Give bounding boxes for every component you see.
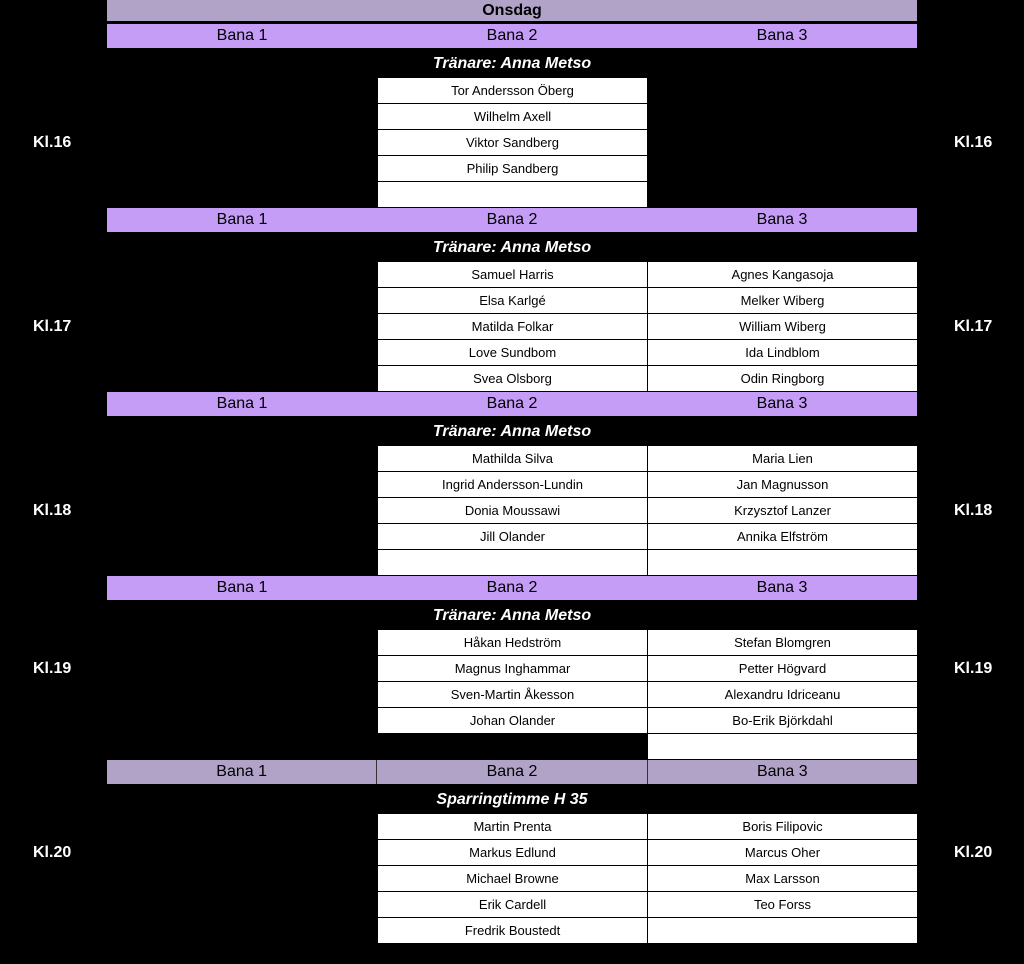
player-cell: Matilda Folkar <box>378 314 647 340</box>
trainer-label: Tränare: Anna Metso <box>432 607 592 624</box>
player-cell: Alexandru Idriceanu <box>648 682 917 708</box>
court-label: Bana 1 <box>216 395 268 412</box>
player-cell: Donia Moussawi <box>378 498 647 524</box>
player-cell: Elsa Karlgé <box>378 288 647 314</box>
player-cell: Martin Prenta <box>378 814 647 840</box>
time-label-left: Kl.19 <box>33 660 72 677</box>
player-cell: Johan Olander <box>378 708 647 734</box>
player-cell: Jill Olander <box>378 524 647 550</box>
court-label: Bana 3 <box>756 211 808 228</box>
time-label-left: Kl.16 <box>33 134 72 151</box>
player-cell: Håkan Hedström <box>378 630 647 656</box>
player-cell: Annika Elfström <box>648 524 917 550</box>
player-cell: Mathilda Silva <box>378 446 647 472</box>
time-label-right: Kl.17 <box>954 318 993 335</box>
player-cell: Marcus Oher <box>648 840 917 866</box>
player-cell: Bo-Erik Björkdahl <box>648 708 917 734</box>
court-header-row <box>107 760 917 784</box>
player-cell: Magnus Inghammar <box>378 656 647 682</box>
player-cell: Love Sundbom <box>378 340 647 366</box>
player-cell: Maria Lien <box>648 446 917 472</box>
court2-player-list <box>378 446 647 576</box>
player-cell <box>648 734 917 760</box>
time-label-left: Kl.20 <box>33 844 72 861</box>
player-cell: Krzysztof Lanzer <box>648 498 917 524</box>
court-label: Bana 2 <box>486 579 538 596</box>
player-cell <box>378 550 647 576</box>
court-label: Bana 3 <box>647 760 917 784</box>
court-label: Bana 3 <box>756 579 808 596</box>
player-cell: Boris Filipovic <box>648 814 917 840</box>
day-header: Onsdag <box>107 0 917 21</box>
time-label-left: Kl.17 <box>33 318 72 335</box>
time-label-right: Kl.20 <box>954 844 993 861</box>
court3-player-list <box>648 814 917 944</box>
court-header-row <box>107 392 917 416</box>
court2-player-list <box>378 262 647 392</box>
player-cell: Wilhelm Axell <box>378 104 647 130</box>
trainer-label: Tränare: Anna Metso <box>432 239 592 256</box>
court2-player-list <box>378 630 647 734</box>
player-cell: Markus Edlund <box>378 840 647 866</box>
court-label: Bana 1 <box>216 579 268 596</box>
player-cell: Svea Olsborg <box>378 366 647 392</box>
player-cell: Petter Högvard <box>648 656 917 682</box>
time-label-right: Kl.18 <box>954 502 993 519</box>
time-label-right: Kl.16 <box>954 134 993 151</box>
court-label: Bana 1 <box>216 763 268 780</box>
court-label: Bana 2 <box>376 760 646 784</box>
player-cell: Teo Forss <box>648 892 917 918</box>
player-cell: Max Larsson <box>648 866 917 892</box>
player-cell: Agnes Kangasoja <box>648 262 917 288</box>
court2-player-list <box>378 78 647 208</box>
player-cell: Michael Browne <box>378 866 647 892</box>
player-cell: Melker Wiberg <box>648 288 917 314</box>
player-cell: Odin Ringborg <box>648 366 917 392</box>
court-label: Bana 1 <box>216 27 268 44</box>
court3-player-list <box>648 262 917 392</box>
court3-player-list <box>648 630 917 760</box>
player-cell: Samuel Harris <box>378 262 647 288</box>
player-cell: Erik Cardell <box>378 892 647 918</box>
player-cell: Philip Sandberg <box>378 156 647 182</box>
court3-player-list <box>648 446 917 576</box>
court-label: Bana 2 <box>486 211 538 228</box>
player-cell: Viktor Sandberg <box>378 130 647 156</box>
player-cell: Stefan Blomgren <box>648 630 917 656</box>
court-label: Bana 2 <box>486 395 538 412</box>
player-cell <box>378 182 647 208</box>
player-cell: Jan Magnusson <box>648 472 917 498</box>
player-cell: Fredrik Boustedt <box>378 918 647 944</box>
player-cell: Tor Andersson Öberg <box>378 78 647 104</box>
player-cell: Ingrid Andersson-Lundin <box>378 472 647 498</box>
player-cell: Ida Lindblom <box>648 340 917 366</box>
player-cell: Sven-Martin Åkesson <box>378 682 647 708</box>
court-label: Bana 3 <box>756 395 808 412</box>
time-label-left: Kl.18 <box>33 502 72 519</box>
trainer-label: Tränare: Anna Metso <box>432 55 592 72</box>
session-label: Sparringtimme H 35 <box>436 791 588 808</box>
court-header-row <box>107 24 917 48</box>
court-header-row <box>107 576 917 600</box>
court2-player-list <box>378 814 647 944</box>
court-label: Bana 1 <box>216 211 268 228</box>
player-cell <box>648 550 917 576</box>
court-header-row <box>107 208 917 232</box>
court-label: Bana 3 <box>756 27 808 44</box>
player-cell: William Wiberg <box>648 314 917 340</box>
player-cell <box>648 918 917 944</box>
court-label: Bana 2 <box>486 27 538 44</box>
time-label-right: Kl.19 <box>954 660 993 677</box>
trainer-label: Tränare: Anna Metso <box>432 423 592 440</box>
